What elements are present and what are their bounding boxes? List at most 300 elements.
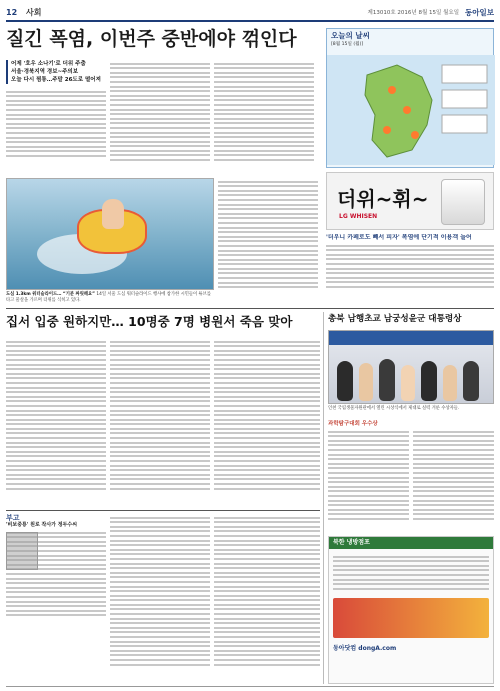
text-line — [6, 132, 106, 134]
text-line — [214, 540, 320, 542]
text-line — [214, 159, 314, 161]
text-line — [6, 91, 106, 93]
text-line — [110, 488, 210, 490]
text-line — [413, 431, 494, 433]
text-line — [110, 567, 210, 569]
text-line — [6, 550, 106, 552]
text-line — [110, 396, 210, 398]
text-line — [6, 573, 106, 575]
main-story-col-2 — [110, 60, 210, 175]
text-line — [110, 359, 210, 361]
text-line — [110, 650, 210, 652]
ad-image-block — [333, 598, 489, 638]
text-line — [413, 472, 494, 474]
text-line — [326, 258, 494, 260]
text-line — [326, 272, 494, 274]
text-line — [214, 645, 320, 647]
text-line — [413, 435, 494, 437]
text-line — [214, 599, 320, 601]
text-line — [110, 154, 210, 156]
award-person-2 — [359, 363, 373, 401]
text-line — [6, 578, 106, 580]
text-line — [214, 122, 314, 124]
text-line — [110, 382, 210, 384]
lower-left-col-2 — [110, 338, 210, 506]
text-line — [218, 245, 318, 247]
text-line — [413, 458, 494, 460]
ad-header-text: 북한 냉방점포 — [333, 539, 370, 546]
weather-box — [326, 28, 494, 168]
text-line — [6, 432, 106, 434]
text-line — [413, 486, 494, 488]
text-line — [218, 194, 318, 196]
text-line — [110, 145, 210, 147]
bottom-right-ad — [328, 536, 494, 684]
text-line — [333, 579, 489, 581]
text-line — [110, 419, 210, 421]
text-line — [6, 555, 106, 557]
text-line — [6, 541, 106, 543]
text-line — [6, 437, 106, 439]
ad-product-image — [441, 179, 485, 225]
text-line — [6, 587, 106, 589]
text-line — [6, 483, 106, 485]
text-line — [214, 460, 320, 462]
obituary-label: 부고 — [6, 514, 20, 522]
text-line — [413, 495, 494, 497]
text-line — [6, 368, 106, 370]
text-line — [110, 122, 210, 124]
text-line — [6, 474, 106, 476]
text-line — [328, 431, 409, 433]
text-line — [328, 463, 409, 465]
text-line — [328, 467, 409, 469]
award-person-4 — [401, 365, 415, 401]
text-line — [110, 159, 210, 161]
text-line — [110, 641, 210, 643]
text-line — [214, 572, 320, 574]
award-photo-caption: 인천 국립생물자원관에서 열린 시상식에서 제대로 실력 겨룬 수상자들. — [328, 406, 460, 411]
text-line — [110, 631, 210, 633]
text-line — [6, 469, 106, 471]
text-line — [6, 118, 106, 120]
award-ceremony-photo — [328, 330, 494, 404]
text-line — [214, 535, 320, 537]
text-line — [110, 81, 210, 83]
text-line — [218, 272, 318, 274]
text-line — [218, 213, 318, 215]
text-line — [110, 400, 210, 402]
text-line — [214, 636, 320, 638]
lower-left-headline: 집서 입중 원하지만… 10명중 7명 병원서 죽음 맞아 — [6, 314, 293, 329]
text-line — [6, 141, 106, 143]
text-line — [214, 517, 320, 519]
text-line — [6, 536, 106, 538]
text-line — [328, 454, 409, 456]
text-line — [218, 181, 318, 183]
text-line — [110, 521, 210, 523]
text-line — [6, 582, 106, 584]
text-line — [110, 364, 210, 366]
obituary-col-3 — [214, 514, 320, 684]
text-line — [110, 622, 210, 624]
text-line — [214, 622, 320, 624]
text-line — [218, 263, 318, 265]
text-line — [110, 590, 210, 592]
text-line — [214, 354, 320, 356]
text-line — [6, 405, 106, 407]
text-line — [110, 345, 210, 347]
main-subhead-1: 어제 '호우 소나기'로 더위 주춤 — [6, 60, 106, 68]
text-line — [110, 113, 210, 115]
text-line — [214, 99, 314, 101]
text-line — [110, 553, 210, 555]
text-line — [110, 636, 210, 638]
section-divider — [6, 308, 494, 309]
text-line — [110, 469, 210, 471]
text-line — [110, 127, 210, 129]
text-line — [110, 99, 210, 101]
text-line — [6, 596, 106, 598]
text-line — [6, 109, 106, 111]
text-line — [214, 613, 320, 615]
text-line — [218, 231, 318, 233]
text-line — [214, 136, 314, 138]
text-line — [214, 618, 320, 620]
obituary-divider — [6, 510, 320, 511]
text-line — [6, 545, 106, 547]
text-line — [214, 474, 320, 476]
text-line — [326, 254, 494, 256]
text-line — [214, 67, 314, 69]
award-banner — [329, 331, 493, 345]
text-line — [218, 199, 318, 201]
text-line — [110, 576, 210, 578]
text-line — [214, 631, 320, 633]
text-line — [110, 586, 210, 588]
weather-forecast-label: [8월 15일 (월)] — [331, 42, 364, 47]
text-line — [6, 419, 106, 421]
text-line — [110, 540, 210, 542]
photo-caption — [6, 292, 214, 304]
text-line — [6, 387, 106, 389]
text-line — [328, 518, 409, 520]
text-line — [214, 478, 320, 480]
text-line — [326, 268, 494, 270]
text-line — [214, 586, 320, 588]
text-line — [110, 95, 210, 97]
text-line — [214, 373, 320, 375]
text-line — [218, 208, 318, 210]
text-line — [6, 460, 106, 462]
award-person-1 — [337, 361, 353, 401]
text-line — [6, 410, 106, 412]
text-line — [110, 428, 210, 430]
text-line — [6, 605, 106, 607]
text-line — [110, 581, 210, 583]
text-line — [413, 449, 494, 451]
award-person-6 — [443, 365, 457, 401]
text-line — [110, 530, 210, 532]
text-line — [214, 469, 320, 471]
text-line — [328, 435, 409, 437]
text-line — [328, 513, 409, 515]
text-line — [214, 391, 320, 393]
text-line — [110, 350, 210, 352]
text-line — [214, 150, 314, 152]
text-line — [110, 478, 210, 480]
text-line — [214, 145, 314, 147]
text-line — [6, 382, 106, 384]
text-line — [110, 391, 210, 393]
text-line — [110, 460, 210, 462]
text-line — [6, 364, 106, 366]
text-line — [413, 440, 494, 442]
text-line — [6, 359, 106, 361]
text-line — [6, 568, 106, 570]
text-line — [214, 410, 320, 412]
lower-left-col-1 — [6, 338, 106, 506]
text-line — [214, 451, 320, 453]
person-figure — [102, 199, 124, 229]
text-line — [214, 581, 320, 583]
text-line — [328, 500, 409, 502]
obituary-col-2 — [110, 514, 210, 684]
text-line — [110, 465, 210, 467]
text-line — [413, 454, 494, 456]
award-person-5 — [421, 361, 437, 401]
text-line — [110, 354, 210, 356]
text-line — [6, 414, 106, 416]
text-line — [214, 530, 320, 532]
text-line — [326, 286, 494, 288]
text-line — [214, 432, 320, 434]
award-subhead: 과학탐구대회 우수상 — [328, 421, 378, 427]
text-line — [413, 463, 494, 465]
text-line — [6, 559, 106, 561]
text-line — [413, 481, 494, 483]
text-line — [6, 137, 106, 139]
text-line — [214, 396, 320, 398]
footer-rule — [6, 686, 494, 687]
text-line — [6, 114, 106, 116]
text-line — [110, 90, 210, 92]
text-line — [214, 641, 320, 643]
text-line — [110, 368, 210, 370]
text-line — [218, 250, 318, 252]
award-person-7 — [463, 361, 479, 401]
ad-main-text: 더위~휘~ — [337, 187, 429, 211]
text-line — [6, 442, 106, 444]
text-line — [6, 155, 106, 157]
main-subhead-3: 오늘 다시 찜통…주말 26도로 떨어져 — [6, 76, 106, 84]
text-line — [326, 263, 494, 265]
text-line — [328, 495, 409, 497]
text-line — [6, 377, 106, 379]
text-line — [110, 67, 210, 69]
text-line — [214, 154, 314, 156]
main-headline: 질긴 폭염, 이번주 중반에야 꺾인다 — [6, 28, 297, 50]
text-line — [328, 472, 409, 474]
text-line — [214, 608, 320, 610]
text-line — [110, 373, 210, 375]
text-line — [214, 387, 320, 389]
text-line — [110, 558, 210, 560]
text-line — [218, 282, 318, 284]
text-line — [110, 341, 210, 343]
text-line — [413, 467, 494, 469]
text-line — [333, 556, 489, 558]
text-line — [326, 277, 494, 279]
text-line — [110, 627, 210, 629]
text-line — [214, 364, 320, 366]
text-line — [413, 504, 494, 506]
text-line — [110, 664, 210, 666]
text-line — [218, 227, 318, 229]
right-story-title: '더우니 카페로도 빼서 피자' 폭염에 단기적 이용객 늘어 — [326, 234, 472, 241]
text-line — [214, 118, 314, 120]
text-line — [110, 432, 210, 434]
text-line — [110, 387, 210, 389]
text-line — [214, 544, 320, 546]
text-line — [6, 465, 106, 467]
text-line — [110, 544, 210, 546]
text-line — [218, 190, 318, 192]
ad-footer-text: 동아닷컴 dongA.com — [333, 645, 397, 653]
text-line — [214, 604, 320, 606]
lower-right-headline: 총북 남행초교 남궁성윤군 대통령상 — [328, 314, 462, 324]
text-line — [110, 414, 210, 416]
text-line — [328, 477, 409, 479]
text-line — [214, 95, 314, 97]
text-line — [214, 654, 320, 656]
text-line — [6, 354, 106, 356]
text-line — [6, 104, 106, 106]
text-line — [214, 127, 314, 129]
text-line — [214, 627, 320, 629]
text-line — [110, 150, 210, 152]
text-line — [214, 90, 314, 92]
text-line — [110, 563, 210, 565]
text-line — [214, 345, 320, 347]
text-line — [218, 286, 318, 288]
text-line — [110, 442, 210, 444]
text-line — [214, 341, 320, 343]
text-line — [110, 405, 210, 407]
text-line — [214, 405, 320, 407]
text-line — [6, 601, 106, 603]
page-header — [6, 4, 494, 22]
air-conditioner-ad — [326, 172, 494, 230]
obituary-col-1 — [6, 514, 106, 684]
text-line — [328, 481, 409, 483]
text-line — [110, 572, 210, 574]
text-line — [214, 455, 320, 457]
text-line — [6, 564, 106, 566]
text-line — [110, 526, 210, 528]
text-line — [110, 451, 210, 453]
text-line — [6, 127, 106, 129]
text-line — [214, 400, 320, 402]
text-line — [6, 123, 106, 125]
text-line — [214, 483, 320, 485]
text-line — [6, 150, 106, 152]
text-line — [110, 483, 210, 485]
text-line — [214, 563, 320, 565]
text-line — [218, 222, 318, 224]
text-line — [214, 368, 320, 370]
text-line — [218, 204, 318, 206]
middle-story-col — [218, 178, 318, 302]
text-line — [218, 185, 318, 187]
text-line — [333, 565, 489, 567]
text-line — [110, 455, 210, 457]
text-line — [214, 76, 314, 78]
text-line — [6, 391, 106, 393]
text-line — [6, 373, 106, 375]
text-line — [218, 240, 318, 242]
text-line — [214, 558, 320, 560]
text-line — [6, 488, 106, 490]
text-line — [214, 664, 320, 666]
water-slide-photo — [6, 178, 214, 290]
text-line — [218, 277, 318, 279]
right-story — [326, 234, 494, 304]
text-line — [214, 419, 320, 421]
text-line — [214, 113, 314, 115]
text-line — [413, 518, 494, 520]
text-line — [6, 350, 106, 352]
text-line — [6, 423, 106, 425]
text-line — [214, 488, 320, 490]
text-line — [110, 654, 210, 656]
text-line — [6, 396, 106, 398]
text-line — [413, 477, 494, 479]
text-line — [6, 146, 106, 148]
text-line — [218, 236, 318, 238]
text-line — [110, 599, 210, 601]
text-line — [214, 465, 320, 467]
text-line — [326, 281, 494, 283]
text-line — [110, 76, 210, 78]
text-line — [328, 486, 409, 488]
text-line — [413, 509, 494, 511]
text-line — [110, 613, 210, 615]
text-line — [110, 659, 210, 661]
text-line — [326, 245, 494, 247]
text-line — [214, 141, 314, 143]
text-line — [214, 86, 314, 88]
obituary-title: '비보중룡' 원로 작사가 정두수씨 — [6, 522, 78, 528]
text-line — [333, 569, 489, 571]
text-line — [6, 341, 106, 343]
text-line — [326, 249, 494, 251]
text-line — [6, 532, 106, 534]
text-line — [6, 610, 106, 612]
text-line — [413, 513, 494, 515]
text-line — [218, 217, 318, 219]
text-line — [110, 604, 210, 606]
text-line — [110, 618, 210, 620]
text-line — [328, 458, 409, 460]
text-line — [333, 583, 489, 585]
text-line — [214, 650, 320, 652]
korea-weather-map — [327, 55, 495, 165]
text-line — [214, 81, 314, 83]
text-line — [413, 444, 494, 446]
section-name: 사회 — [26, 7, 42, 17]
text-line — [214, 659, 320, 661]
